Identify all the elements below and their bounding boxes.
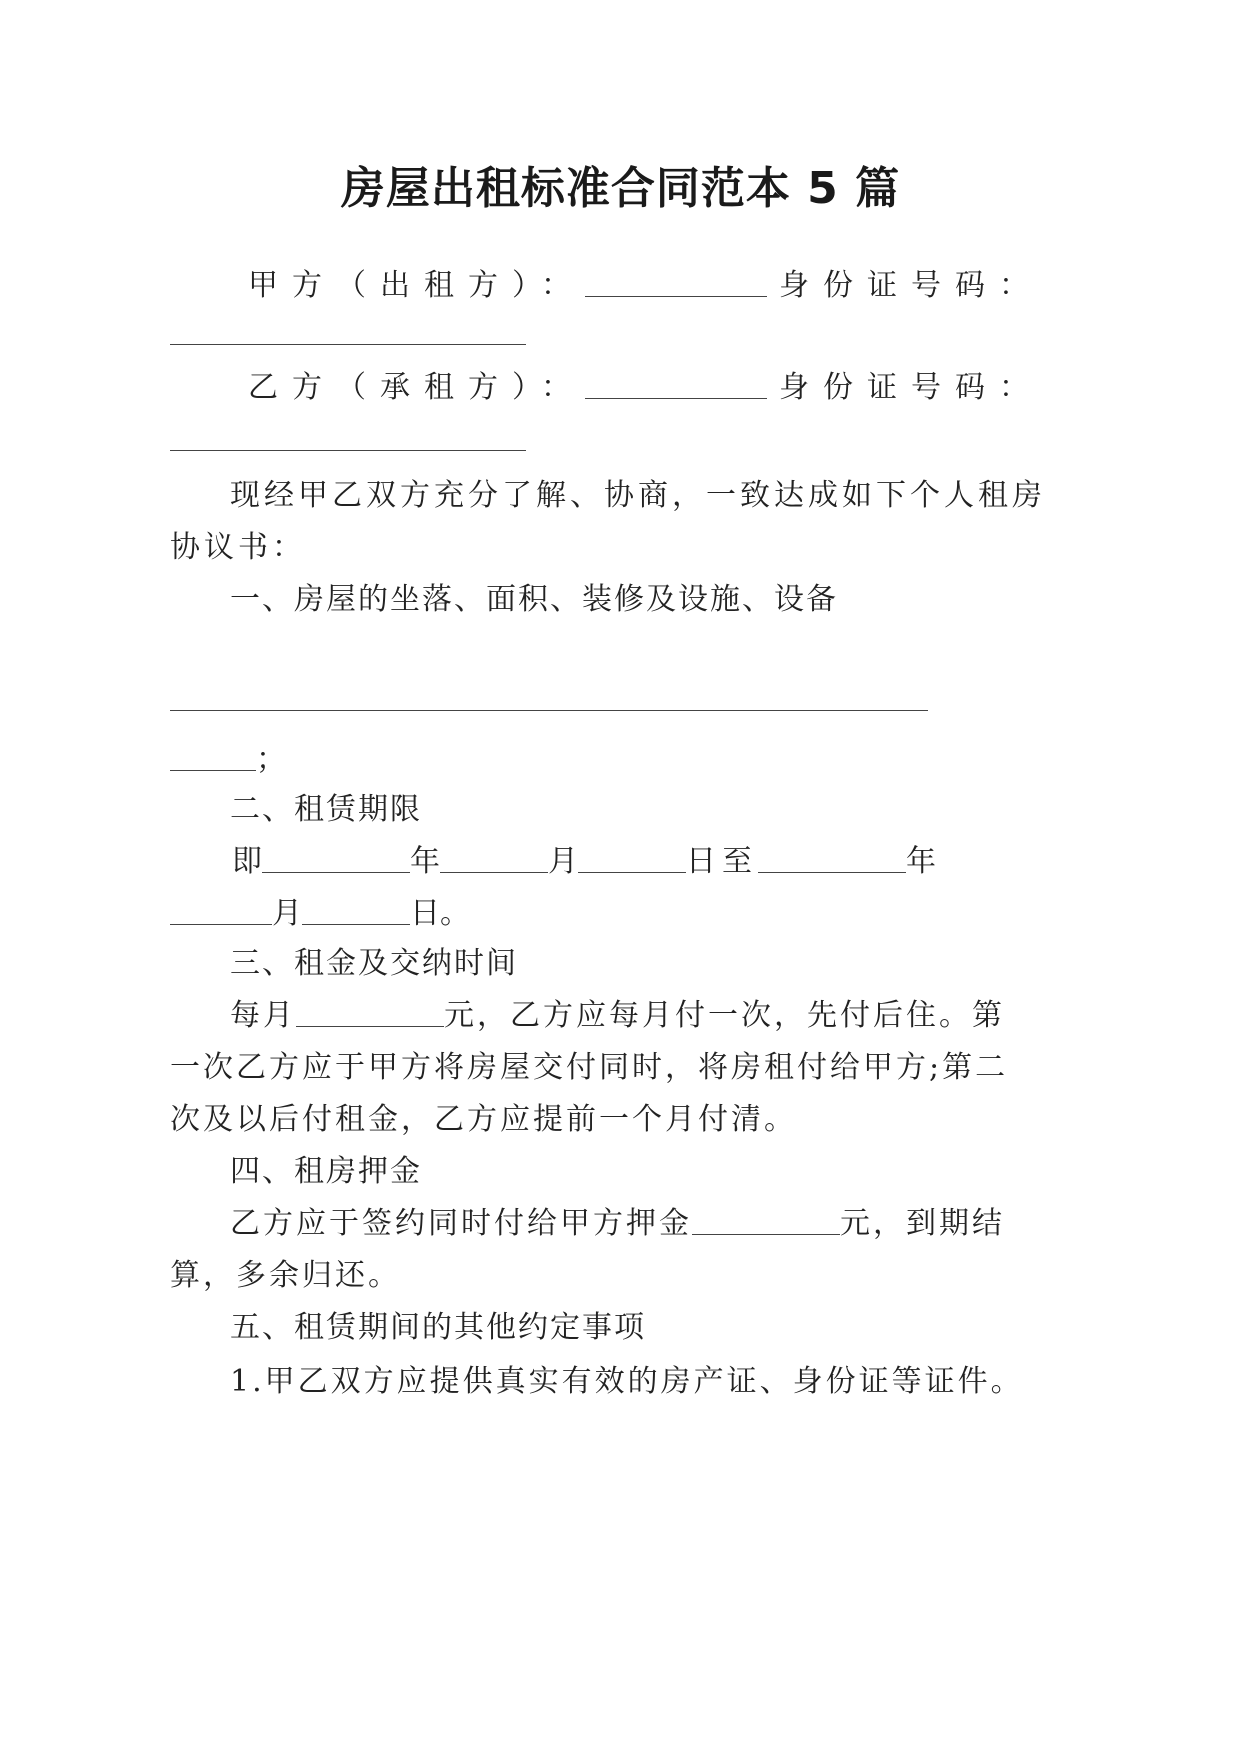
rent-line-2: 一次乙方应于甲方将房屋交付同时，将房租付给甲方;第二 bbox=[170, 1050, 1009, 1085]
party-a-label: 甲方（出租方）： bbox=[248, 268, 585, 303]
end-day-label: 日。 bbox=[410, 896, 470, 931]
start-day-label: 日至 bbox=[686, 844, 758, 879]
deposit-line-2: 算，多余归还。 bbox=[170, 1258, 401, 1293]
section-1-blank-long bbox=[170, 710, 928, 711]
section-5-heading: 五、租赁期间的其他约定事项 bbox=[230, 1310, 646, 1345]
party-b-id-label: 身份证号码： bbox=[779, 370, 1043, 405]
end-month-label: 月 bbox=[272, 896, 302, 931]
end-month-blank bbox=[170, 894, 272, 925]
deposit-amount-blank bbox=[692, 1204, 840, 1235]
rent-line-3: 次及以后付租金，乙方应提前一个月付清。 bbox=[170, 1102, 797, 1137]
party-a-name-blank bbox=[585, 266, 767, 297]
party-b-label: 乙方（承租方）： bbox=[248, 370, 585, 405]
start-year-blank bbox=[262, 842, 410, 873]
lease-term-line-1 bbox=[232, 842, 936, 882]
end-day-blank bbox=[302, 894, 410, 925]
start-month-label: 月 bbox=[548, 844, 578, 879]
lease-term-line-2 bbox=[170, 894, 470, 934]
deposit-prefix: 乙方应于签约同时付给甲方押金 bbox=[230, 1206, 692, 1241]
document-title: 房屋出租标准合同范本 5 篇 bbox=[340, 163, 901, 214]
start-year-label: 年 bbox=[410, 844, 440, 879]
rent-line-1 bbox=[230, 996, 1005, 1036]
party-a-line bbox=[248, 266, 1043, 306]
party-b-name-blank bbox=[585, 368, 767, 399]
end-year-blank bbox=[758, 842, 906, 873]
start-day-blank bbox=[578, 842, 686, 873]
section-1-blank-short bbox=[170, 740, 256, 771]
deposit-terms: 元，到期结 bbox=[840, 1206, 1005, 1241]
monthly-rent-blank bbox=[296, 996, 444, 1027]
section-3-heading: 三、租金及交纳时间 bbox=[230, 946, 518, 981]
deposit-line-1 bbox=[230, 1204, 1005, 1244]
rent-terms: 元，乙方应每月付一次，先付后住。第 bbox=[444, 998, 1005, 1033]
intro-line-2: 协议书： bbox=[170, 530, 306, 565]
party-b-line bbox=[248, 368, 1043, 408]
section-5-item-1: 1.甲乙双方应提供真实有效的房产证、身份证等证件。 bbox=[230, 1364, 1024, 1399]
start-month-blank bbox=[440, 842, 548, 873]
section-4-heading: 四、租房押金 bbox=[230, 1154, 422, 1189]
section-1-end-mark: ； bbox=[256, 742, 286, 777]
section-1-line-end bbox=[170, 740, 286, 780]
party-a-id-blank bbox=[170, 344, 526, 345]
intro-line-1: 现经甲乙双方充分了解、协商，一致达成如下个人租房 bbox=[230, 478, 1046, 513]
section-1-heading: 一、房屋的坐落、面积、装修及设施、设备 bbox=[230, 582, 838, 617]
end-year-label: 年 bbox=[906, 844, 936, 879]
rent-prefix: 每月 bbox=[230, 998, 296, 1033]
party-b-id-blank bbox=[170, 450, 526, 451]
lease-term-prefix: 即 bbox=[232, 844, 262, 879]
section-2-heading: 二、租赁期限 bbox=[230, 792, 422, 827]
party-a-id-label: 身份证号码： bbox=[779, 268, 1043, 303]
